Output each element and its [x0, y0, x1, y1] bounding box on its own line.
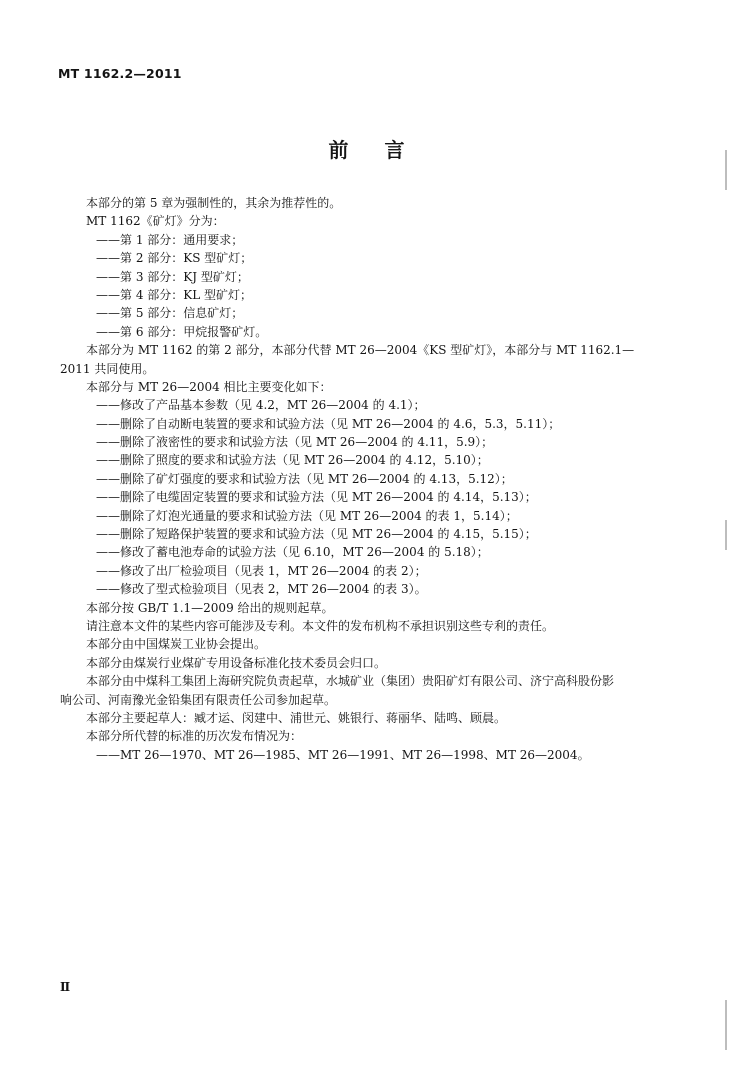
list-item: ——删除了灯泡光通量的要求和试验方法（见 MT 26—2004 的表 1，5.14）；	[96, 508, 518, 523]
body-line: MT 1162《矿灯》分为：	[86, 214, 225, 229]
scan-edge-mark	[725, 520, 727, 550]
body-line: 本部分主要起草人：臧才运、闵建中、浦世元、姚银行、蒋丽华、陆鸣、顾晨。	[86, 710, 507, 725]
body-line: 2011 共同使用。	[60, 361, 155, 376]
body-line: 本部分的第 5 章为强制性的，其余为推荐性的。	[86, 196, 342, 210]
page-header: MT 1162.2—2011	[58, 66, 182, 81]
body-line: 本部分所代替的标准的历次发布情况为：	[86, 729, 303, 744]
body-line: 响公司、河南豫光金铅集团有限责任公司参加起草。	[60, 692, 337, 707]
list-item: ——第 3 部分：KJ 型矿灯；	[96, 269, 249, 284]
list-item: ——删除了短路保护装置的要求和试验方法（见 MT 26—2004 的 4.15，5.15）；	[96, 527, 537, 542]
list-item: ——第 1 部分：通用要求；	[96, 232, 244, 247]
list-item: ——MT 26—1970、MT 26—1985、MT 26—1991、MT 26—1998、MT 26—2004。	[96, 747, 590, 762]
foreword-body	[60, 194, 676, 764]
title-char-right: 言	[384, 138, 405, 162]
list-item: ——修改了蓄电池寿命的试验方法（见 6.10，MT 26—2004 的 5.18）；	[96, 545, 489, 560]
body-line: 本部分为 MT 1162 的第 2 部分，本部分代替 MT 26—2004《KS 型矿灯》，本部分与 MT 1162.1—	[86, 343, 635, 358]
list-item: ——修改了产品基本参数（见 4.2，MT 26—2004 的 4.1）；	[96, 398, 426, 413]
list-item: ——删除了自动断电装置的要求和试验方法（见 MT 26—2004 的 4.6，5.3，5.11）；	[96, 416, 561, 431]
list-item: ——第 6 部分：甲烷报警矿灯。	[96, 324, 268, 339]
list-item: ——修改了型式检验项目（见表 2，MT 26—2004 的表 3）。	[96, 582, 427, 597]
scan-edge-mark	[725, 150, 727, 190]
body-line: 请注意本文件的某些内容可能涉及专利。本文件的发布机构不承担识别这些专利的责任。	[86, 618, 555, 633]
body-line: 本部分与 MT 26—2004 相比主要变化如下：	[86, 379, 332, 394]
list-item: ——修改了出厂检验项目（见表 1，MT 26—2004 的表 2）；	[96, 563, 427, 578]
page-number: Ⅱ	[60, 980, 71, 994]
list-item: ——删除了照度的要求和试验方法（见 MT 26—2004 的 4.12，5.10）；	[96, 453, 489, 468]
body-line: 本部分由煤炭行业煤矿专用设备标准化技术委员会归口。	[86, 655, 387, 670]
list-item: ——第 2 部分：KS 型矿灯；	[96, 251, 253, 266]
list-item: ——删除了电缆固定装置的要求和试验方法（见 MT 26—2004 的 4.14，5.13）；	[96, 490, 537, 505]
page-title	[0, 134, 733, 163]
list-item: ——第 5 部分：信息矿灯；	[96, 306, 244, 321]
title-char-left: 前	[328, 138, 349, 162]
list-item: ——第 4 部分：KL 型矿灯；	[96, 287, 253, 302]
scan-edge-mark	[725, 1000, 727, 1050]
body-line: 本部分由中煤科工集团上海研究院负责起草，水城矿业（集团）贵阳矿灯有限公司、济宁高科股份影	[86, 674, 615, 689]
body-line: 本部分由中国煤炭工业协会提出。	[86, 637, 267, 652]
list-item: ——删除了液密性的要求和试验方法（见 MT 26—2004 的 4.11，5.9）；	[96, 435, 494, 450]
body-line: 本部分按 GB/T 1.1—2009 给出的规则起草。	[86, 600, 334, 615]
list-item: ——删除了矿灯强度的要求和试验方法（见 MT 26—2004 的 4.13，5.12）；	[96, 471, 513, 486]
